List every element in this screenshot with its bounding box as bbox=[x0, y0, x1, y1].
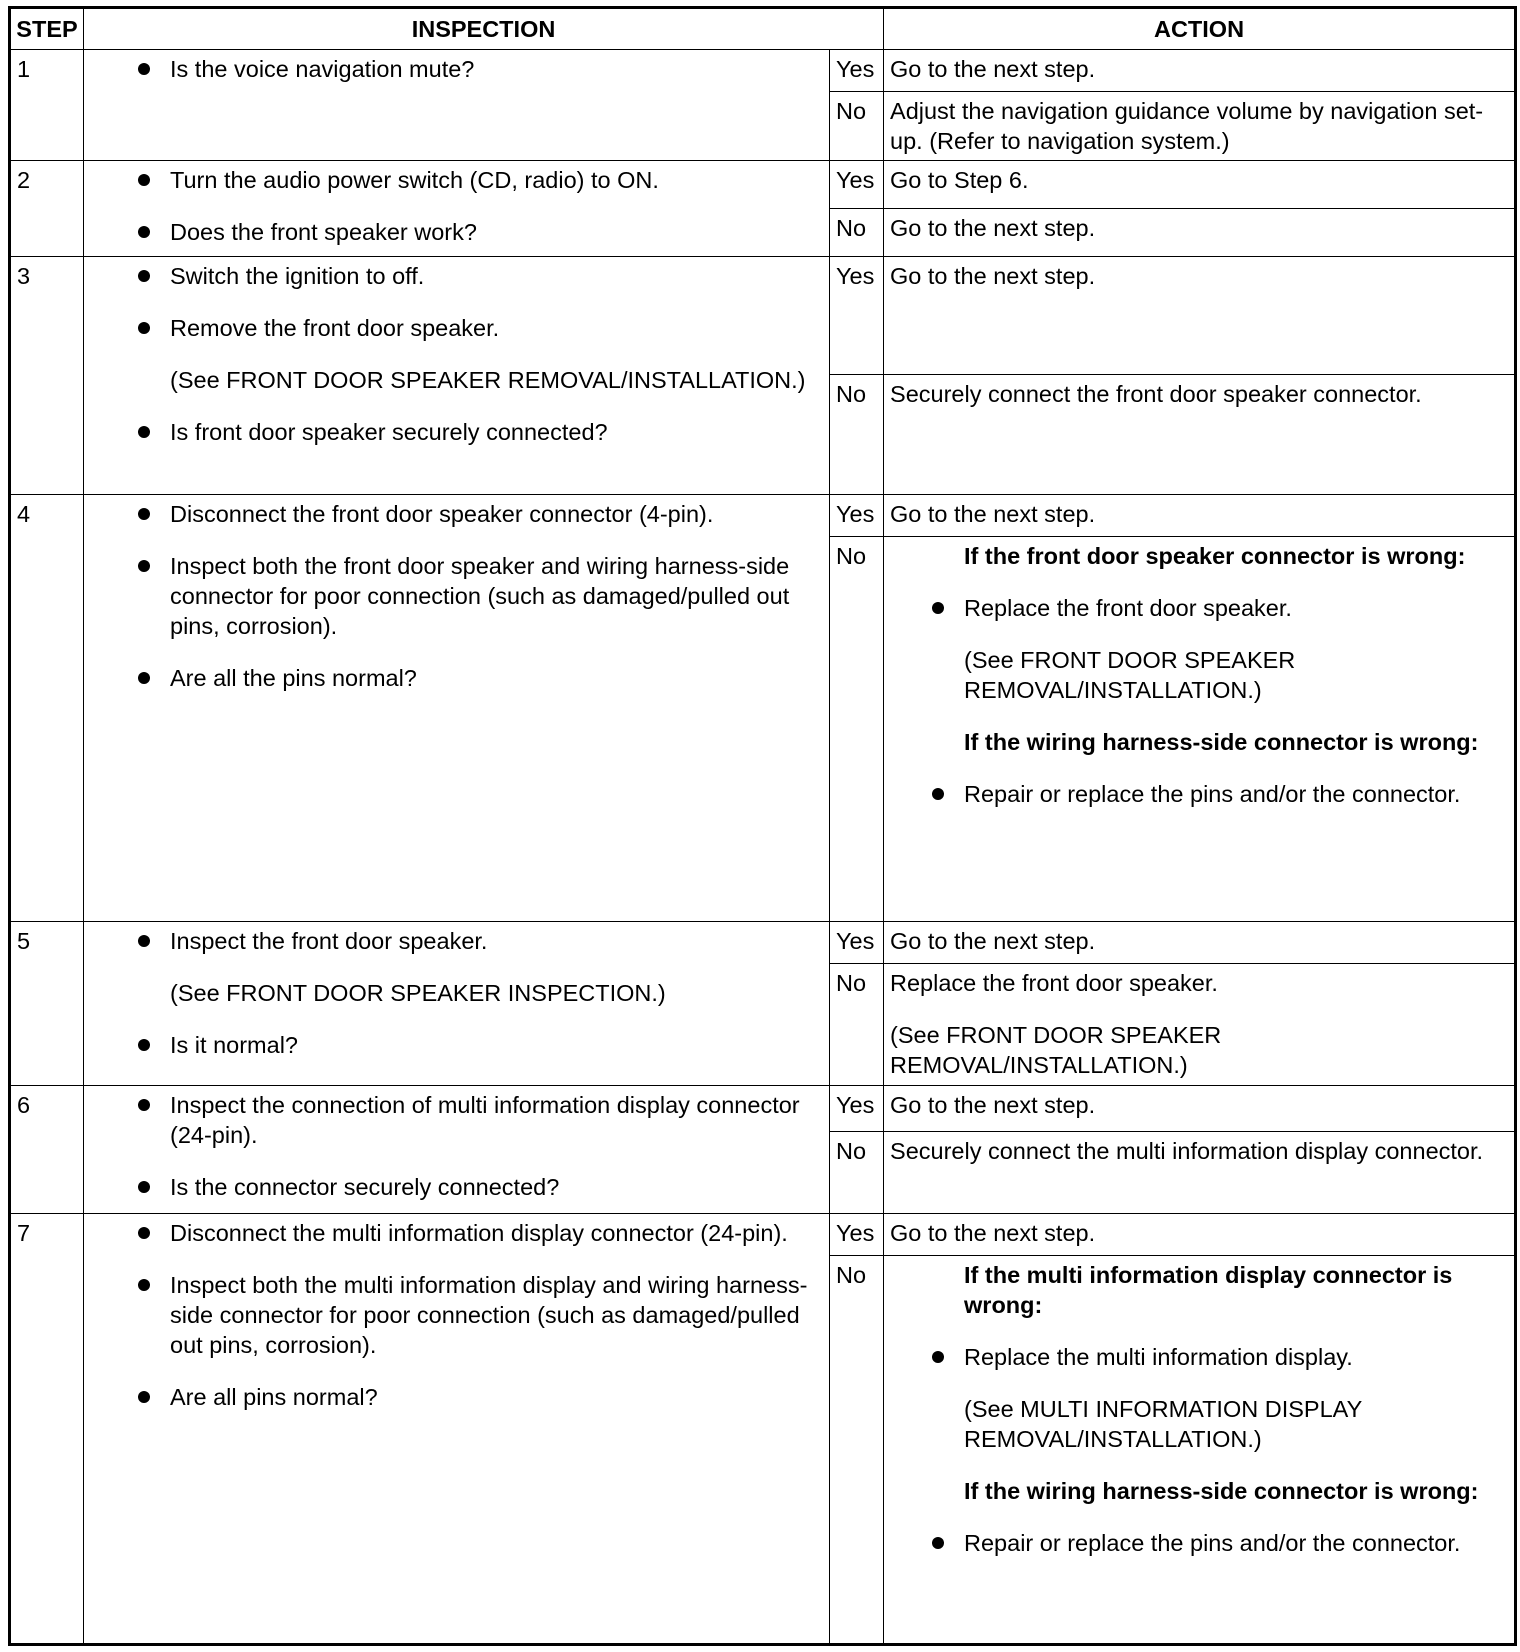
bullet-icon bbox=[932, 788, 944, 800]
bullet-icon bbox=[138, 560, 150, 572]
yes-action: Go to the next step. bbox=[884, 922, 1516, 964]
step-7-yes-row bbox=[10, 1214, 1516, 1256]
bullet-icon bbox=[138, 226, 150, 238]
bullet-icon bbox=[138, 1391, 150, 1403]
step-number: 5 bbox=[10, 922, 84, 1086]
step-number: 4 bbox=[10, 495, 84, 922]
yes-label: Yes bbox=[830, 1214, 884, 1256]
inspection-item: Is it normal? bbox=[90, 1030, 823, 1060]
yes-action: Go to Step 6. bbox=[884, 161, 1516, 209]
condition-heading: If the wiring harness-side connector is wrong: bbox=[964, 1478, 1479, 1504]
bullet-icon bbox=[138, 935, 150, 947]
step-number: 7 bbox=[10, 1214, 84, 1645]
bullet-icon bbox=[138, 1181, 150, 1193]
action-note: (See MULTI INFORMATION DISPLAY REMOVAL/INSTALLATION.) bbox=[964, 1396, 1362, 1452]
no-action: Securely connect the multi information display connector. bbox=[884, 1132, 1516, 1214]
yes-label: Yes bbox=[830, 1086, 884, 1132]
yes-label: Yes bbox=[830, 257, 884, 375]
no-label: No bbox=[830, 1132, 884, 1214]
bullet-icon bbox=[138, 672, 150, 684]
bullet-icon bbox=[138, 508, 150, 520]
inspection-item: Does the front speaker work? bbox=[90, 217, 823, 247]
condition-heading: If the multi information display connector is wrong: bbox=[964, 1262, 1453, 1318]
step-5-yes-row bbox=[10, 922, 1516, 964]
bullet-icon bbox=[138, 270, 150, 282]
header-inspection: INSPECTION bbox=[84, 8, 884, 50]
inspection-item: Is front door speaker securely connected? bbox=[90, 417, 823, 447]
inspection-item: Disconnect the front door speaker connector (4-pin). bbox=[90, 499, 823, 529]
header-action: ACTION bbox=[884, 8, 1516, 50]
bullet-icon bbox=[138, 1227, 150, 1239]
inspection-note: (See FRONT DOOR SPEAKER INSPECTION.) bbox=[170, 980, 666, 1006]
inspection-item: Inspect both the front door speaker and wiring harness-side connector for poor connection (such as damaged/pulled out pins, corrosion). bbox=[90, 551, 823, 641]
inspection-item: Inspect both the multi information display and wiring harness-side connector for poor connection (such as damaged/pulled out pins, corrosion). bbox=[90, 1270, 823, 1360]
inspection-item: Switch the ignition to off. bbox=[90, 261, 823, 291]
step-number: 1 bbox=[10, 50, 84, 161]
inspection-cell bbox=[84, 1214, 830, 1645]
no-label: No bbox=[830, 375, 884, 495]
inspection-cell bbox=[84, 50, 830, 161]
inspection-item: Is the connector securely connected? bbox=[90, 1172, 823, 1202]
header-row bbox=[10, 8, 1516, 50]
no-action: Go to the next step. bbox=[884, 209, 1516, 257]
no-label: No bbox=[830, 1256, 884, 1645]
no-label: No bbox=[830, 964, 884, 1086]
action-item: Replace the front door speaker. bbox=[890, 593, 1508, 623]
inspection-cell bbox=[84, 161, 830, 257]
step-3-yes-row bbox=[10, 257, 1516, 375]
yes-action: Go to the next step. bbox=[884, 1086, 1516, 1132]
bullet-icon bbox=[932, 1351, 944, 1363]
bullet-icon bbox=[932, 602, 944, 614]
inspection-cell bbox=[84, 1086, 830, 1214]
bullet-icon bbox=[138, 1099, 150, 1111]
yes-action: Go to the next step. bbox=[884, 495, 1516, 537]
bullet-icon bbox=[932, 1537, 944, 1549]
bullet-icon bbox=[138, 63, 150, 75]
inspection-item: Inspect the front door speaker. bbox=[90, 926, 823, 956]
yes-label: Yes bbox=[830, 161, 884, 209]
bullet-icon bbox=[138, 426, 150, 438]
step-2-yes-row bbox=[10, 161, 1516, 209]
no-label: No bbox=[830, 209, 884, 257]
no-label: No bbox=[830, 537, 884, 922]
diagnostic-table bbox=[8, 6, 1517, 1646]
inspection-item: Is the voice navigation mute? bbox=[90, 54, 823, 84]
yes-action: Go to the next step. bbox=[884, 1214, 1516, 1256]
inspection-item: Inspect the connection of multi information display connector (24-pin). bbox=[90, 1090, 823, 1150]
no-action: Replace the front door speaker. bbox=[890, 970, 1218, 996]
action-item: Repair or replace the pins and/or the connector. bbox=[890, 1528, 1508, 1558]
step-number: 3 bbox=[10, 257, 84, 495]
inspection-item: Are all pins normal? bbox=[90, 1382, 823, 1412]
step-number: 6 bbox=[10, 1086, 84, 1214]
step-4-yes-row bbox=[10, 495, 1516, 537]
no-action: Adjust the navigation guidance volume by navigation set-up. (Refer to navigation system.) bbox=[884, 92, 1516, 161]
inspection-note: (See FRONT DOOR SPEAKER REMOVAL/INSTALLATION.) bbox=[170, 367, 806, 393]
step-1-yes-row bbox=[10, 50, 1516, 92]
no-action-cell bbox=[884, 1256, 1516, 1645]
inspection-cell bbox=[84, 495, 830, 922]
inspection-cell bbox=[84, 257, 830, 495]
condition-heading: If the front door speaker connector is wrong: bbox=[964, 543, 1466, 569]
bullet-icon bbox=[138, 1279, 150, 1291]
no-action-cell bbox=[884, 964, 1516, 1086]
bullet-icon bbox=[138, 322, 150, 334]
action-note: (See FRONT DOOR SPEAKER REMOVAL/INSTALLATION.) bbox=[964, 647, 1296, 703]
no-label: No bbox=[830, 92, 884, 161]
header-step: STEP bbox=[10, 8, 84, 50]
step-6-yes-row bbox=[10, 1086, 1516, 1132]
bullet-icon bbox=[138, 174, 150, 186]
yes-label: Yes bbox=[830, 50, 884, 92]
step-number: 2 bbox=[10, 161, 84, 257]
action-item: Replace the multi information display. bbox=[890, 1342, 1508, 1372]
yes-label: Yes bbox=[830, 922, 884, 964]
yes-label: Yes bbox=[830, 495, 884, 537]
yes-action: Go to the next step. bbox=[884, 50, 1516, 92]
yes-action: Go to the next step. bbox=[884, 257, 1516, 375]
inspection-item: Remove the front door speaker. bbox=[90, 313, 823, 343]
no-action: Securely connect the front door speaker connector. bbox=[884, 375, 1516, 495]
condition-heading: If the wiring harness-side connector is wrong: bbox=[964, 729, 1479, 755]
no-action-note: (See FRONT DOOR SPEAKER REMOVAL/INSTALLATION.) bbox=[890, 1022, 1222, 1078]
no-action-cell bbox=[884, 537, 1516, 922]
bullet-icon bbox=[138, 1039, 150, 1051]
action-item: Repair or replace the pins and/or the connector. bbox=[890, 779, 1508, 809]
inspection-item: Disconnect the multi information display connector (24-pin). bbox=[90, 1218, 823, 1248]
inspection-cell bbox=[84, 922, 830, 1086]
inspection-item: Are all the pins normal? bbox=[90, 663, 823, 693]
inspection-item: Turn the audio power switch (CD, radio) to ON. bbox=[90, 165, 823, 195]
